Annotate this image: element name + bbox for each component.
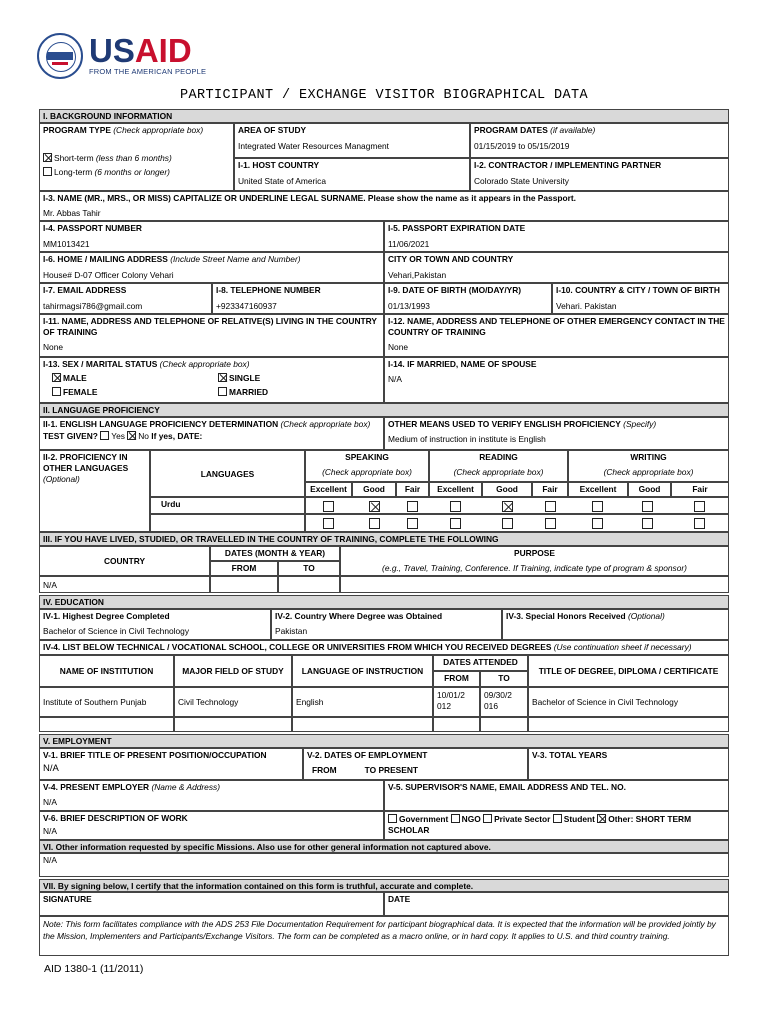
lang1-writing-good[interactable] xyxy=(642,501,653,512)
purpose-header: PURPOSE (e.g., Travel, Training, Conference. If Training, indicate type of program & sponsor) xyxy=(340,546,729,576)
dob-cell: I-9. DATE OF BIRTH (MO/DAY/YR) 01/13/1993 xyxy=(384,283,552,314)
student-checkbox[interactable] xyxy=(553,814,562,823)
lang2-reading-fair[interactable] xyxy=(545,518,556,529)
attended-from-value-2[interactable] xyxy=(433,717,480,732)
work-description-value[interactable]: N/A xyxy=(43,826,57,836)
section-3-header: III. IF YOU HAVE LIVED, STUDIED, OR TRAVELLED IN THE COUNTRY OF TRAINING, COMPLETE THE FOLLOWING xyxy=(39,532,729,546)
from-header: FROM xyxy=(210,561,278,576)
other-means-value[interactable]: Medium of instruction in institute is English xyxy=(388,434,546,444)
name-value[interactable]: Mr. Abbas Tahir xyxy=(43,208,101,218)
degree-title-value[interactable]: Bachelor of Science in Civil Technology xyxy=(528,687,729,717)
lang1-reading-excellent[interactable] xyxy=(450,501,461,512)
total-years-cell: V-3. TOTAL YEARS xyxy=(528,748,729,780)
biographical-form xyxy=(39,109,729,958)
work-description-cell: V-6. BRIEF DESCRIPTION OF WORK N/A xyxy=(39,811,384,840)
section-2-header: II. LANGUAGE PROFICIENCY xyxy=(39,403,729,417)
speaking-fair-col: Fair xyxy=(396,482,429,497)
lang1-reading-good[interactable] xyxy=(502,501,513,512)
email-cell: I-7. EMAIL ADDRESS tahirmagsi786@gmail.com xyxy=(39,283,212,314)
language-2-name[interactable] xyxy=(150,514,305,532)
lang2-speaking-excellent[interactable] xyxy=(323,518,334,529)
attended-from-header: FROM xyxy=(433,671,480,687)
area-of-study-cell: AREA OF STUDY Integrated Water Resources Managment xyxy=(234,123,470,158)
writing-fair-col: Fair xyxy=(671,482,729,497)
lang1-writing-excellent[interactable] xyxy=(592,501,603,512)
usaid-wordmark: USAID xyxy=(89,32,192,69)
position-cell: V-1. BRIEF TITLE OF PRESENT POSITION/OCCUPATION N/A xyxy=(39,748,303,780)
lang2-writing-excellent[interactable] xyxy=(592,518,603,529)
writing-excellent-col: Excellent xyxy=(568,482,628,497)
english-proficiency-cell: II-1. ENGLISH LANGUAGE PROFICIENCY DETERMINATION (Check appropriate box) TEST GIVEN? Yes No If yes, DATE: xyxy=(39,417,384,450)
passport-expiry-value[interactable]: 11/06/2021 xyxy=(388,239,430,249)
institution-value[interactable]: Institute of Southern Punjab xyxy=(39,687,174,717)
phone-cell: I-8. TELEPHONE NUMBER +923347160937 xyxy=(212,283,384,314)
male-checkbox[interactable] xyxy=(52,373,61,382)
spouse-value[interactable]: N/A xyxy=(388,374,402,384)
form-note: Note: This form facilitates compliance with the ADS 253 File Documentation Requirement for participant biographical data. It is expected that the information will be provided jointly by the Mission, Implementers and Participants/Exchange Visitors. The form can be completed as a macro online, or in hard copy. It applies to U.S. and third country training. xyxy=(39,916,729,956)
attended-to-header: TO xyxy=(480,671,528,687)
degree-title-value-2[interactable] xyxy=(528,717,729,732)
proficiency-label-cell: II-2. PROFICIENCY IN OTHER LANGUAGES (Optional) xyxy=(39,450,150,532)
section-7-header: VII. By signing below, I certify that the information contained on this form is truthful, accurate and complete. xyxy=(39,879,729,892)
area-of-study-value[interactable]: Integrated Water Resources Managment xyxy=(238,141,389,151)
birthplace-cell: I-10. COUNTRY & CITY / TOWN OF BIRTH Vehari. Pakistan xyxy=(552,283,729,314)
emergency-contact-value[interactable]: None xyxy=(388,342,409,352)
address-value[interactable]: House# D-07 Officer Colony Vehari xyxy=(43,270,174,280)
to-header: TO xyxy=(278,561,340,576)
reading-header: READING (Check appropriate box) xyxy=(429,450,568,482)
city-value[interactable]: Vehari,Pakistan xyxy=(388,270,447,280)
section-1-header: I. BACKGROUND INFORMATION xyxy=(39,109,729,123)
highest-degree-cell: IV-1. Highest Degree Completed Bachelor of Science in Civil Technology xyxy=(39,609,271,640)
schools-list-label: IV-4. LIST BELOW TECHNICAL / VOCATIONAL SCHOOL, COLLEGE OR UNIVERSITIES FROM WHICH YOU RECEIVED DEGREES (Use continuation sheet if necessary) xyxy=(39,640,729,655)
lang1-writing-fair[interactable] xyxy=(694,501,705,512)
spouse-cell: I-14. IF MARRIED, NAME OF SPOUSE N/A xyxy=(384,357,729,403)
partner-value[interactable]: Colorado State University xyxy=(474,176,569,186)
lang2-reading-excellent[interactable] xyxy=(450,518,461,529)
attended-to-value[interactable]: 09/30/2 016 xyxy=(480,687,528,717)
usaid-logo xyxy=(37,33,206,79)
other-means-cell: OTHER MEANS USED TO VERIFY ENGLISH PROFICIENCY (Specify) Medium of instruction in institute is English xyxy=(384,417,729,450)
usaid-tagline: FROM THE AMERICAN PEOPLE xyxy=(89,67,207,76)
lang2-reading-good[interactable] xyxy=(502,518,513,529)
form-title: PARTICIPANT / EXCHANGE VISITOR BIOGRAPHICAL DATA xyxy=(179,88,589,103)
lang1-speaking-excellent[interactable] xyxy=(323,501,334,512)
writing-good-col: Good xyxy=(628,482,671,497)
married-checkbox[interactable] xyxy=(218,387,227,396)
attended-from-value[interactable]: 10/01/2 012 xyxy=(433,687,480,717)
lang2-speaking-fair[interactable] xyxy=(407,518,418,529)
institution-value-2[interactable] xyxy=(39,717,174,732)
instruction-language-header: LANGUAGE OF INSTRUCTION xyxy=(292,655,433,687)
languages-header: LANGUAGES xyxy=(150,450,305,497)
honors-cell: IV-3. Special Honors Received (Optional) xyxy=(502,609,729,640)
female-checkbox[interactable] xyxy=(52,387,61,396)
reading-excellent-col: Excellent xyxy=(429,482,482,497)
employer-value[interactable]: N/A xyxy=(43,797,57,807)
purpose-value[interactable] xyxy=(340,576,729,593)
phone-value[interactable]: +923347160937 xyxy=(216,301,277,311)
ngo-checkbox[interactable] xyxy=(451,814,460,823)
test-no-checkbox[interactable] xyxy=(127,431,136,440)
degree-country-value[interactable]: Pakistan xyxy=(275,626,308,636)
lang2-writing-good[interactable] xyxy=(642,518,653,529)
degree-country-cell: IV-2. Country Where Degree was Obtained Pakistan xyxy=(271,609,502,640)
lang1-reading-fair[interactable] xyxy=(545,501,556,512)
other-info-value[interactable]: N/A xyxy=(39,853,729,877)
relatives-value[interactable]: None xyxy=(43,342,64,352)
employment-dates-cell: V-2. DATES OF EMPLOYMENT FROM TO PRESENT xyxy=(303,748,528,780)
reading-fair-col: Fair xyxy=(532,482,568,497)
lang2-speaking-good[interactable] xyxy=(369,518,380,529)
city-cell: CITY OR TOWN AND COUNTRY Vehari,Pakistan xyxy=(384,252,729,283)
lang1-speaking-fair[interactable] xyxy=(407,501,418,512)
sex-status-cell: I-13. SEX / MARITAL STATUS (Check appropriate box) MALE FEMALE SINGLE MARRIED xyxy=(39,357,384,403)
partner-cell: I-2. CONTRACTOR / IMPLEMENTING PARTNER Colorado State University xyxy=(470,158,729,191)
program-type-cell: PROGRAM TYPE (Check appropriate box) Short-term (less than 6 months) Long-term (6 months or longer) xyxy=(39,123,234,191)
government-checkbox[interactable] xyxy=(388,814,397,823)
dates-attended-header: DATES ATTENDED xyxy=(433,655,528,671)
test-yes-checkbox[interactable] xyxy=(100,431,109,440)
instruction-language-value[interactable]: English xyxy=(292,687,433,717)
email-value[interactable]: tahirmagsi786@gmail.com xyxy=(43,301,143,311)
institution-header: NAME OF INSTITUTION xyxy=(39,655,174,687)
degree-title-header: TITLE OF DEGREE, DIPLOMA / CERTIFICATE xyxy=(528,655,729,687)
address-cell: I-6. HOME / MAILING ADDRESS (Include Street Name and Number) House# D-07 Officer Colony Vehari xyxy=(39,252,384,283)
supervisor-cell: V-5. SUPERVISOR'S NAME, EMAIL ADDRESS AND TEL. NO. xyxy=(384,780,729,811)
instruction-language-value-2[interactable] xyxy=(292,717,433,732)
passport-expiry-cell: I-5. PASSPORT EXPIRATION DATE 11/06/2021 xyxy=(384,221,729,252)
short-term-checkbox[interactable] xyxy=(43,153,52,162)
section-5-header: V. EMPLOYMENT xyxy=(39,734,729,748)
from-value[interactable] xyxy=(210,576,278,593)
section-6-header: VI. Other information requested by specific Missions. Also use for other general information not captured above. xyxy=(39,840,729,853)
form-id: AID 1380-1 (11/2011) xyxy=(44,963,144,975)
host-country-value[interactable]: United State of America xyxy=(238,176,326,186)
signature-field[interactable]: SIGNATURE xyxy=(39,892,384,916)
sector-cell: Government NGO Private Sector Student Other: SHORT TERM SCHOLAR xyxy=(384,811,729,840)
usaid-seal-icon xyxy=(37,33,83,79)
passport-value[interactable]: MM1013421 xyxy=(43,239,90,249)
dates-header: DATES (MONTH & YEAR) xyxy=(210,546,340,561)
position-value[interactable]: N/A xyxy=(43,763,59,774)
to-value[interactable] xyxy=(278,576,340,593)
major-value-2[interactable] xyxy=(174,717,292,732)
speaking-good-col: Good xyxy=(352,482,396,497)
single-checkbox[interactable] xyxy=(218,373,227,382)
birthplace-value[interactable]: Vehari. Pakistan xyxy=(556,301,617,311)
writing-header: WRITING (Check appropriate box) xyxy=(568,450,729,482)
dob-value[interactable]: 01/13/1993 xyxy=(388,301,430,311)
reading-good-col: Good xyxy=(482,482,532,497)
program-dates-cell: PROGRAM DATES (if available) 01/15/2019 to 05/15/2019 xyxy=(470,123,729,158)
emergency-contact-cell: I-12. NAME, ADDRESS AND TELEPHONE OF OTHER EMERGENCY CONTACT IN THE COUNTRY OF TRAINING None xyxy=(384,314,729,357)
passport-cell: I-4. PASSPORT NUMBER MM1013421 xyxy=(39,221,384,252)
name-cell: I-3. NAME (MR., MRS., OR MISS) CAPITALIZE OR UNDERLINE LEGAL SURNAME. Please show the name as it appears in the Passport. Mr. Abbas Tahir xyxy=(39,191,729,221)
major-header: MAJOR FIELD OF STUDY xyxy=(174,655,292,687)
relatives-cell: I-11. NAME, ADDRESS AND TELEPHONE OF RELATIVE(S) LIVING IN THE COUNTRY OF TRAINING None xyxy=(39,314,384,357)
employer-cell: V-4. PRESENT EMPLOYER (Name & Address) N/A xyxy=(39,780,384,811)
other-checkbox[interactable] xyxy=(597,814,606,823)
attended-to-value-2[interactable] xyxy=(480,717,528,732)
program-dates-value[interactable]: 01/15/2019 to 05/15/2019 xyxy=(474,141,570,151)
lang1-speaking-good[interactable] xyxy=(369,501,380,512)
major-value[interactable]: Civil Technology xyxy=(174,687,292,717)
lang2-writing-fair[interactable] xyxy=(694,518,705,529)
section-4-header: IV. EDUCATION xyxy=(39,595,729,609)
highest-degree-value[interactable]: Bachelor of Science in Civil Technology xyxy=(43,626,190,636)
long-term-checkbox[interactable] xyxy=(43,167,52,176)
country-value[interactable]: N/A xyxy=(39,576,210,593)
country-header: COUNTRY xyxy=(39,546,210,576)
speaking-header: SPEAKING (Check appropriate box) xyxy=(305,450,429,482)
language-1-name[interactable]: Urdu xyxy=(150,497,305,514)
speaking-excellent-col: Excellent xyxy=(305,482,352,497)
private-sector-checkbox[interactable] xyxy=(483,814,492,823)
date-field[interactable]: DATE xyxy=(384,892,729,916)
host-country-cell: I-1. HOST COUNTRY United State of America xyxy=(234,158,470,191)
